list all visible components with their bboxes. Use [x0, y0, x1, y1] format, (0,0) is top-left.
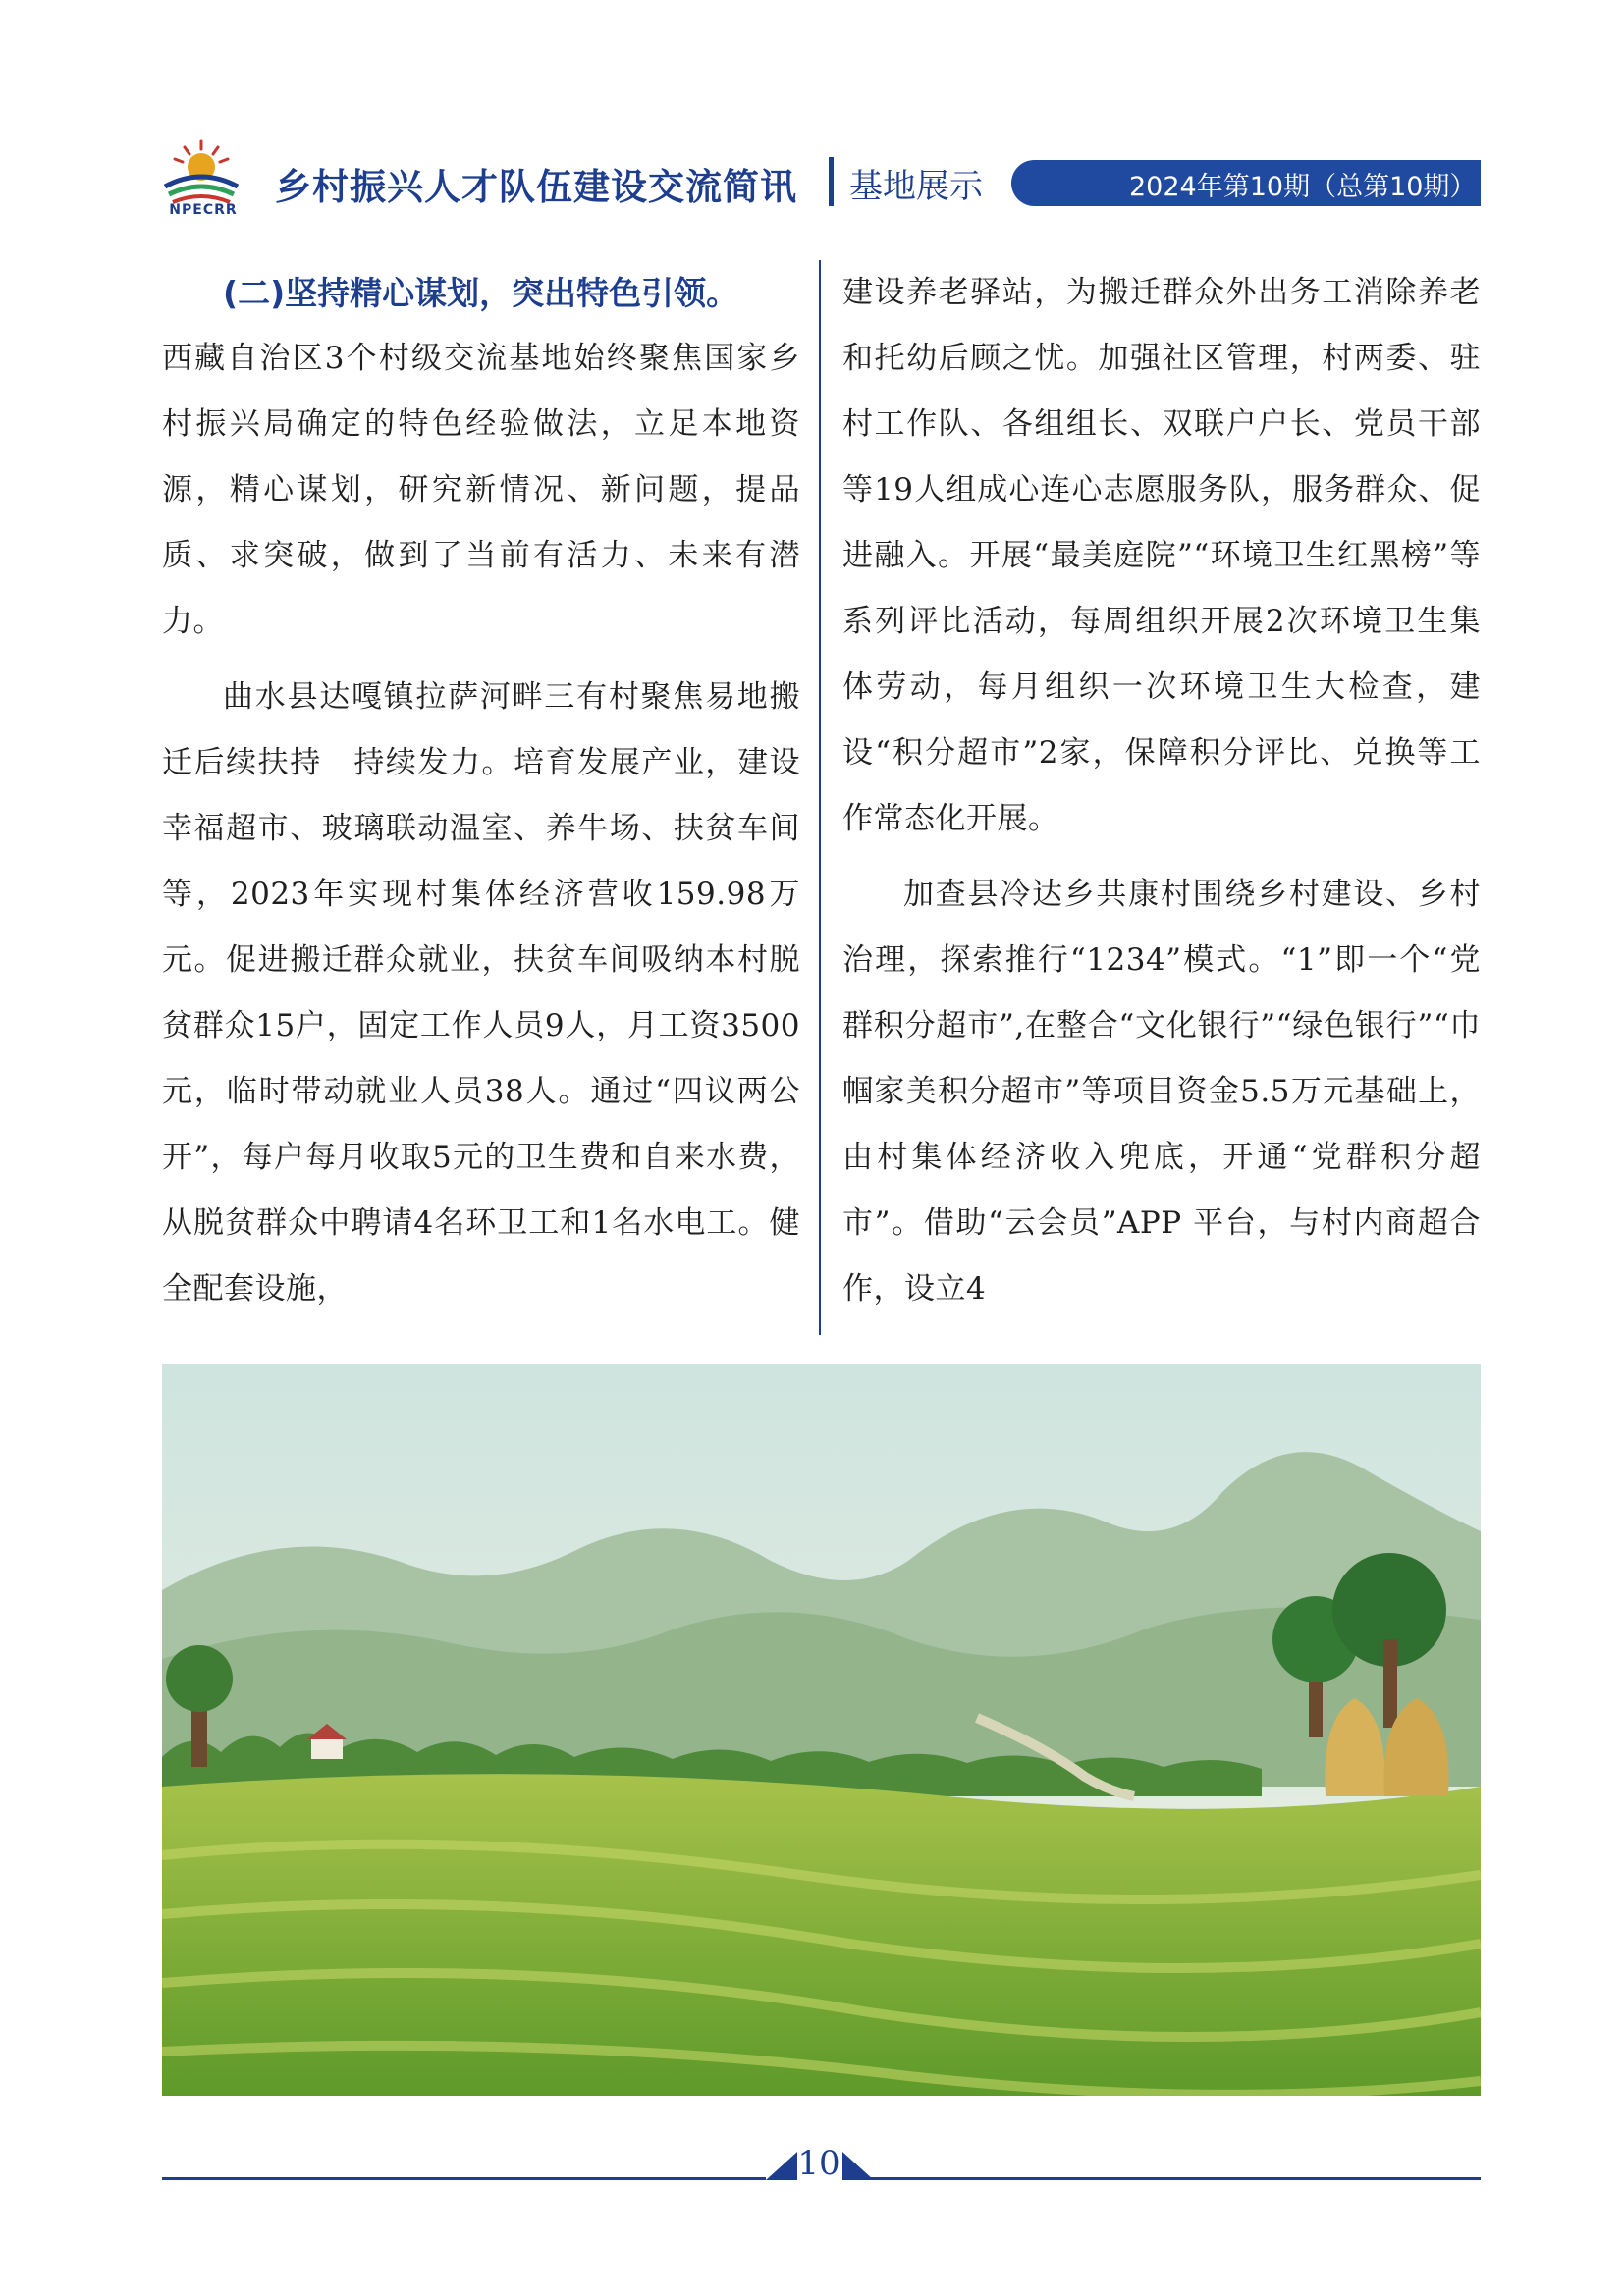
- issue-label: 2024年第10期（总第10期）: [1129, 172, 1477, 202]
- page-header: [0, 0, 1624, 236]
- left-column: [162, 260, 800, 1322]
- footer-rule-right: [854, 2177, 1481, 2180]
- paragraph: 西藏自治区3个村级交流基地始终聚焦国家乡村振兴局确定的特色经验做法，立足本地资源，精心谋划，研究新情况、新问题，提品质、求突破，做到了当前有活力、未来有潜力。: [162, 341, 800, 639]
- right-column: [842, 260, 1512, 1322]
- logo-text: NPECRR: [169, 202, 238, 218]
- paragraph: 建设养老驿站，为搬迁群众外出务工消除养老和托幼后顾之忧。加强社区管理，村两委、驻村工作队、各组组长、双联户户长、党员干部等19人组成心连心志愿服务队，服务群众、促进融入。开展“最美庭院”“环境卫生红黑榜”等系列评比活动，每周组织开展2次环境卫生集 体劳动，每月组织一次环境卫生大检查，建设“积分超市”2家，保障积分评比、兑换等工作常态化开展。: [842, 275, 1512, 836]
- footer-triangle-right: [842, 2152, 874, 2180]
- paragraph: 加查县冷达乡共康村围绕乡村建设、乡村治理，探索推行“1234”模式。“1”即一个“党群积分超市”,在整合“文化银行”“绿色银行”“巾帼家美积分超市”等项目资金5.5万元基础上，由村集体经济收入兜底，开通“党群积分超市”。借助“云会员”APP 平台，与村内商超合作，设立4: [842, 877, 1481, 1307]
- publication-title: 乡村振兴人才队伍建设交流简讯: [275, 166, 797, 208]
- section-name: 基地展示: [849, 167, 983, 206]
- paragraph: 曲水县达嘎镇拉萨河畔三有村聚焦易地搬迁后续扶持 持续发力。培育发展产业，建设幸福超市、玻璃联动温室、养牛场、扶贫车间等，2023年实现村集体经济营收159.98万元。促进搬迁群众就业，扶贫车间吸纳本村脱贫群众15户，固定工作人员9人，月工资3500元，临时带动就业人员38人。通过“四议两公开”，每户每月收取5元的卫生费和自来水费，从脱贫群众中聘请4名环卫工和1名水电工。健全配套设施，: [162, 679, 800, 1307]
- column-divider: [819, 260, 821, 1335]
- countryside-illustration: [162, 1364, 1481, 2096]
- section-heading: (二)坚持精心谋划，突出特色引领。: [223, 274, 739, 312]
- page-number: 10: [797, 2144, 840, 2183]
- header-divider: [829, 157, 834, 206]
- footer-rule-left: [162, 2177, 766, 2180]
